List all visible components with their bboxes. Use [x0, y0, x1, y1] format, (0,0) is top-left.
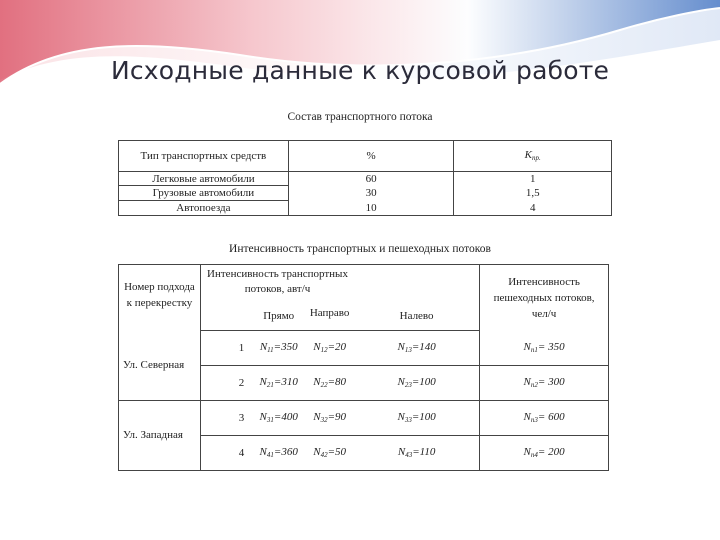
header-coefficient: $К_{пр.}$	[454, 141, 612, 172]
approach-number: 3	[200, 400, 252, 435]
cell-straight: $N_{11}=350$	[252, 330, 305, 365]
table-row	[119, 201, 612, 216]
header-wave-decoration	[0, 0, 720, 110]
cell-right: $N_{12}=20$	[305, 330, 354, 365]
header-right: Направо	[305, 297, 354, 330]
cell-type: Автопоезда	[119, 201, 289, 216]
cell-left: $N_{23}=100$	[354, 365, 480, 400]
cell-right: $N_{32}=90$	[305, 400, 354, 435]
header-straight: Прямо	[252, 297, 305, 330]
cell-type: Грузовые автомобили	[119, 186, 289, 201]
composition-table	[118, 140, 612, 216]
cell-percent: 10	[288, 201, 454, 216]
header-percent: %	[288, 141, 454, 172]
header-spacer	[200, 297, 252, 330]
cell-pedestrian: $N_{п4}= 200$	[480, 435, 609, 470]
cell-right: $N_{22}=80$	[305, 365, 354, 400]
cell-left: $N_{43}=110$	[354, 435, 480, 470]
cell-type: Легковые автомобили	[119, 172, 289, 186]
header-spacer	[354, 265, 480, 298]
approach-number: 4	[200, 435, 252, 470]
table-header-row	[119, 141, 612, 172]
intensity-caption: Интенсивность транспортных и пешеходных потоков	[229, 243, 491, 255]
table-row	[119, 172, 612, 186]
header-vehicle-type: Тип транспортных средств	[119, 141, 289, 172]
slide-title: Исходные данные к курсовой работе	[110, 56, 610, 85]
table-header-row	[119, 265, 609, 298]
cell-pedestrian: $N_{п2}= 300$	[480, 365, 609, 400]
header-approach	[119, 265, 201, 331]
composition-caption: Состав транспортного потока	[287, 111, 433, 123]
table-row	[119, 400, 609, 435]
table-row	[119, 186, 612, 201]
cell-percent: 30	[288, 186, 454, 201]
cell-straight: $N_{31}=400$	[252, 400, 305, 435]
header-left: Налево	[354, 297, 480, 330]
approach-number: 1	[200, 330, 252, 365]
intensity-table	[118, 264, 609, 471]
cell-coefficient: 4	[454, 201, 612, 216]
cell-pedestrian: $N_{п1}= 350$	[480, 330, 609, 365]
approach-number: 2	[200, 365, 252, 400]
cell-pedestrian: $N_{п3}= 600$	[480, 400, 609, 435]
header-approach-text: Номер подхода к перекрестку	[124, 281, 195, 309]
cell-right: $N_{42}=50$	[305, 435, 354, 470]
cell-left: $N_{13}=140$	[354, 330, 480, 365]
cell-left: $N_{33}=100$	[354, 400, 480, 435]
street-north: Ул. Северная	[119, 330, 201, 400]
table-row	[119, 330, 609, 365]
cell-coefficient: 1,5	[454, 186, 612, 201]
header-pedestrian: Интенсивность пешеходных потоков, чел/ч	[480, 265, 609, 331]
cell-percent: 60	[288, 172, 454, 186]
street-west: Ул. Западная	[119, 400, 201, 470]
cell-straight: $N_{41}=360$	[252, 435, 305, 470]
cell-straight: $N_{21}=310$	[252, 365, 305, 400]
cell-coefficient: 1	[454, 172, 612, 186]
header-transport: Интенсивность транспортных потоков, авт/ч	[200, 265, 354, 298]
